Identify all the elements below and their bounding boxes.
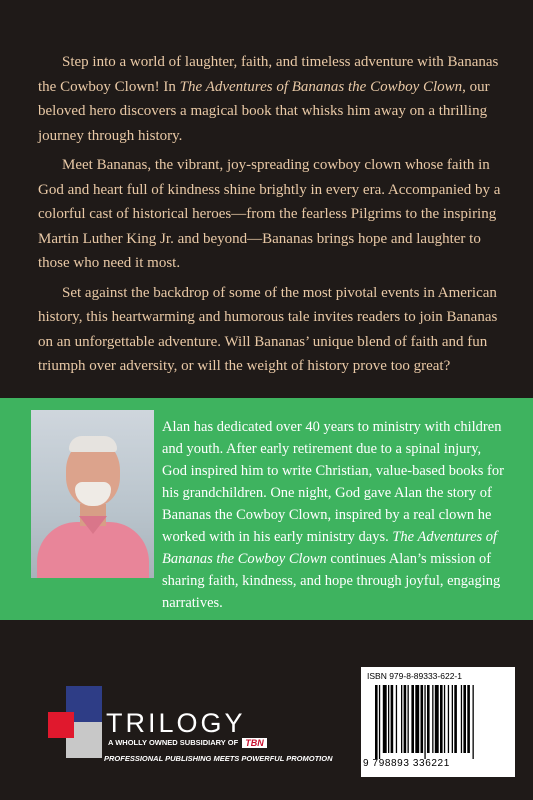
book-title: The Adventures of Bananas the Cowboy Clown [179,78,463,95]
isbn-label: ISBN 979-8-89333-622-1 [367,671,462,681]
subsidiary-text: A WHOLLY OWNED SUBSIDIARY OF [108,738,239,747]
barcode-bars [375,685,503,759]
barcode-number: 9 798893 336221 [363,758,450,769]
author-bio [162,416,507,614]
bio-book-title: The Adventures of Bananas the Cowboy Clown [162,529,498,567]
author-photo [31,410,154,578]
back-cover-blurb [38,50,508,384]
blurb-paragraph-1 [38,50,508,148]
publisher-tagline: PROFESSIONAL PUBLISHING MEETS POWERFUL PROMOTION [104,754,333,763]
logo-red-square [48,712,74,738]
publisher-logo [46,686,356,776]
blurb-text: Step into a world of laughter, faith, and timeless adventure with Bananas the Cowboy Clown! In [38,54,499,95]
isbn-barcode [361,667,515,777]
bio-text: continues Alan’s mission of sharing faith, kindness, and hope through joyful, engaging narratives. [162,551,501,611]
publisher-name: TRILOGY [106,708,246,738]
bio-text: Alan has dedicated over 40 years to ministry with children and youth. After early retirement due to a spinal injury, God inspired him to write Christian, value-based books for his grandchildren. One night, God gave Alan the story of Bananas the Cowboy Clown, inspired by a real clown he worked with in his early ministry days. [162,419,504,545]
blurb-paragraph-2: Meet Bananas, the vibrant, joy-spreading cowboy clown whose faith in God and heart full of kindness shine brightly in every era. Accompanied by a colorful cast of historical heroes—from the fearless Pilgrims to the inspiring Martin Luther King Jr. and beyond—Bananas brings hope and laughter to those who need it most. [38,157,501,271]
tbn-logo: TBN [242,738,267,748]
publisher-subsidiary [108,738,267,748]
blurb-text: , our beloved hero discovers a magical book that whisks him away on a thrilling journey through history. [38,78,490,144]
blurb-paragraph-3: Set against the backdrop of some of the most pivotal events in American history, this heartwarming and humorous tale invites readers to join Bananas on an unforgettable adventure. Will Bananas’ unique blend of faith and fun triumph over adversity, or will the weight of history prove too great? [38,284,498,374]
